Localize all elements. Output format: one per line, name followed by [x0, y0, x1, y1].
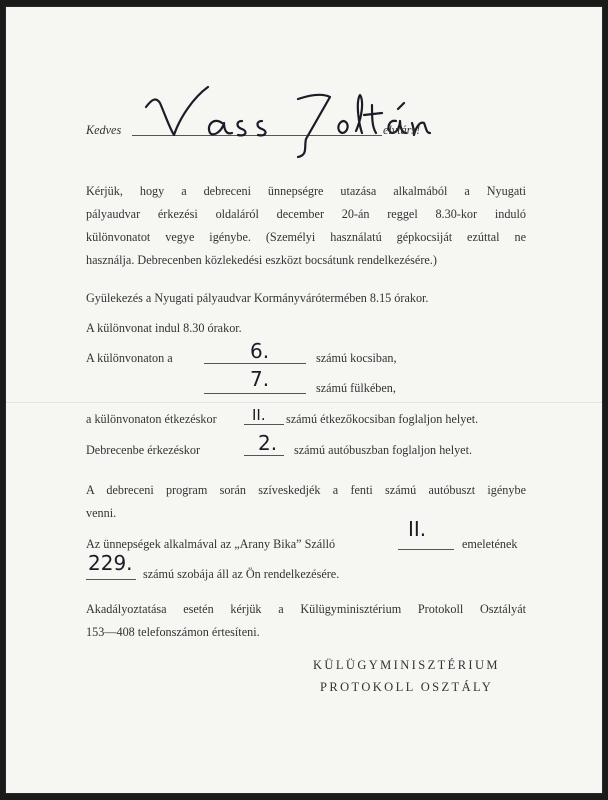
- program-line: venni.: [86, 506, 117, 520]
- room-suffix: számú szobája áll az Ön rendelkezésére.: [143, 567, 340, 581]
- dining-label: a különvonaton étkezéskor: [86, 412, 217, 426]
- bus-fill-line: [244, 455, 284, 456]
- salutation-prefix: Kedves: [86, 123, 122, 137]
- signature-department: PROTOKOLL OSZTÁLY: [320, 680, 494, 694]
- compartment-suffix: számú fülkében,: [316, 381, 396, 395]
- fold-line: [6, 402, 602, 403]
- bus-suffix: számú autóbuszban foglaljon helyet.: [294, 443, 473, 457]
- dining-suffix: számú étkezőkocsiban foglaljon helyet.: [286, 412, 479, 426]
- intro-paragraph: [86, 180, 526, 272]
- salutation-suffix: elvtárs!: [383, 123, 421, 137]
- hotel-label: Az ünnepségek alkalmával az „Arany Bika” Szálló: [86, 537, 336, 551]
- room-value: 229.: [88, 551, 133, 575]
- hotel-floor-value: II.: [408, 517, 427, 541]
- contact-line: 153—408 telefonszámon értesíteni.: [86, 625, 260, 639]
- program-paragraph: [86, 479, 526, 525]
- bus-value: 2.: [258, 431, 278, 455]
- program-line: A debreceni program során szíveskedjék a fenti számú autóbuszt igénybe: [86, 483, 526, 497]
- room-fill-line: [86, 579, 136, 580]
- intro-line: használja. Debrecenben közlekedési eszközt bocsátunk rendelkezésére.): [86, 253, 437, 267]
- compartment-fill-line: [204, 393, 306, 394]
- letter-page: [5, 6, 603, 794]
- hotel-suffix: emeletének: [462, 537, 518, 551]
- intro-line: különvonatot vegye igénybe. (Személyi használatú gépkocsiját ezúttal ne: [86, 230, 526, 244]
- train-car-label: A különvonaton a: [86, 351, 173, 365]
- intro-line: pályaudvar érkezési oldaláról december 20-án reggel 8.30-kor induló: [86, 207, 526, 221]
- compartment-value: 7.: [250, 367, 270, 391]
- dining-value: II.: [252, 406, 266, 424]
- contact-paragraph: [86, 598, 526, 644]
- signature-ministry: KÜLÜGYMINISZTÉRIUM: [313, 658, 500, 672]
- departure-text: A különvonat indul 8.30 órakor.: [86, 321, 242, 335]
- train-car-suffix: számú kocsiban,: [316, 351, 397, 365]
- contact-line: Akadályoztatása esetén kérjük a Külügyminisztérium Protokoll Osztályát: [86, 602, 526, 616]
- gathering-text: Gyülekezés a Nyugati pályaudvar Kormányvárótermében 8.15 órakor.: [86, 291, 429, 305]
- bus-label: Debrecenbe érkezéskor: [86, 443, 201, 457]
- intro-line: Kérjük, hogy a debreceni ünnepségre utazása alkalmából a Nyugati: [86, 184, 526, 198]
- hotel-floor-fill-line: [398, 549, 454, 550]
- train-car-value: 6.: [250, 339, 270, 363]
- train-car-fill-line: [204, 363, 306, 364]
